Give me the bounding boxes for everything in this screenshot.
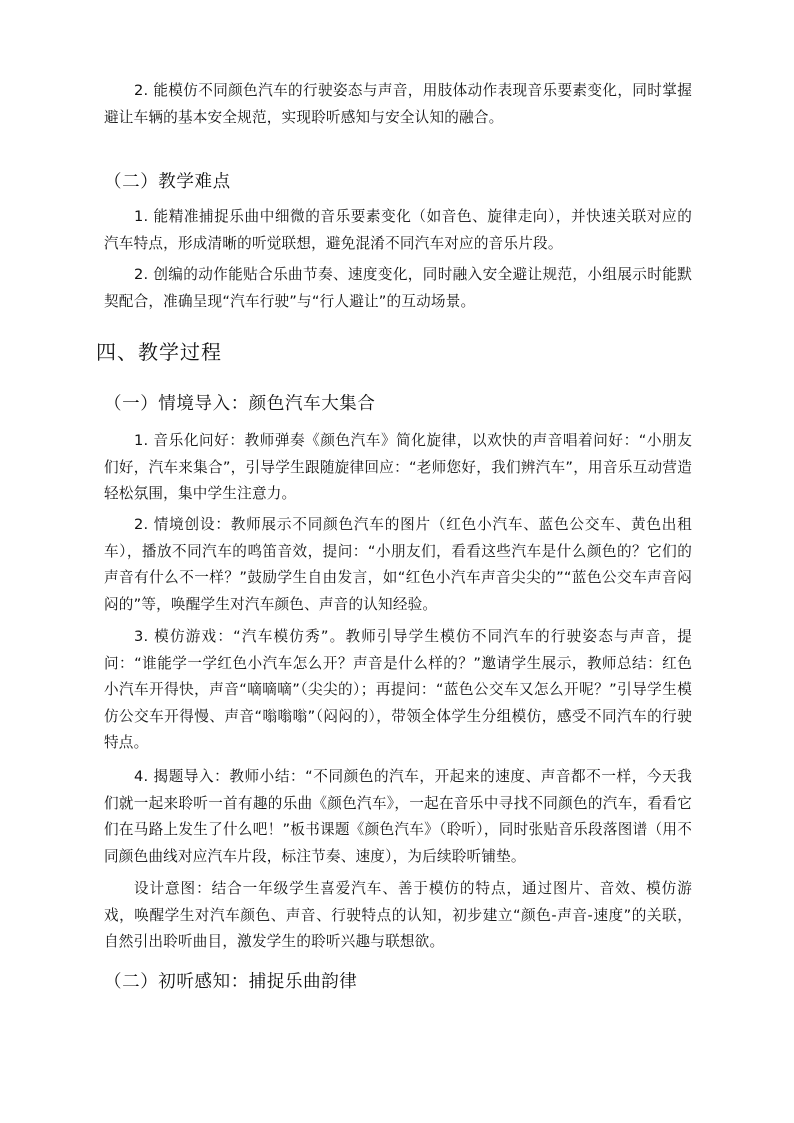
paragraph-step-4: 4. 揭题导入：教师小结：“不同颜色的汽车，开起来的速度、声音都不一样，今天我们就一起来聆听一首有趣的乐曲《颜色汽车》，一起在音乐中寻找不同颜色的汽车，看看它们在马路上发生了什么吧！”板书课题《颜色汽车》（聆听），同时张贴音乐段落图谱（用不同颜色曲线对应汽车片段，标注节奏、速度），为后续聆听铺垫。: [104, 768, 692, 865]
paragraph-objective-2: 2. 能模仿不同颜色汽车的行驶姿态与声音，用肢体动作表现音乐要素变化，同时掌握避让车辆的基本安全规范，实现聆听感知与安全认知的融合。: [104, 82, 692, 126]
paragraph-step-3: 3. 模仿游戏：“汽车模仿秀”。教师引导学生模仿不同汽车的行驶姿态与声音，提问：“谁能学一学红色小汽车怎么开？声音是什么样的？”邀请学生展示，教师总结：红色小汽车开得快，声音“嘀嘀嘀”（尖尖的）；再提问：“蓝色公交车又怎么开呢？”引导学生模仿公交车开得慢、声音“嗡嗡嗡”（闷闷的），带领全体学生分组模仿，感受不同汽车的行驶特点。: [104, 628, 692, 751]
paragraph-design-intent: 设计意图：结合一年级学生喜爱汽车、善于模仿的特点，通过图片、音效、模仿游戏，唤醒学生对汽车颜色、声音、行驶特点的认知，初步建立“颜色-声音-速度”的关联，自然引出聆听曲目，激发学生的聆听兴趣与联想欲。: [104, 880, 692, 950]
paragraph-step-1: 1. 音乐化问好：教师弹奏《颜色汽车》简化旋律，以欢快的声音唱着问好：“小朋友们好，汽车来集合”，引导学生跟随旋律回应：“老师您好，我们辨汽车”，用音乐互动营造轻松氛围，集中学生注意力。: [104, 432, 692, 502]
subsection-title-1: （一）情境导入：颜色汽车大集合: [104, 394, 376, 414]
subsection-title-2: （二）初听感知：捕捉乐曲韵律: [104, 972, 358, 992]
section-title-difficulty: （二）教学难点: [104, 172, 231, 192]
paragraph-step-2: 2. 情境创设：教师展示不同颜色汽车的图片（红色小汽车、蓝色公交车、黄色出租车），播放不同汽车的鸣笛音效，提问：“小朋友们，看看这些汽车是什么颜色的？它们的声音有什么不一样？”鼓励学生自由发言，如“红色小汽车声音尖尖的”“蓝色公交车声音闷闷的”等，唤醒学生对汽车颜色、声音的认知经验。: [104, 516, 692, 613]
paragraph-difficulty-1: 1. 能精准捕捉乐曲中细微的音乐要素变化（如音色、旋律走向），并快速关联对应的汽车特点，形成清晰的听觉联想，避免混淆不同汽车对应的音乐片段。: [104, 208, 692, 252]
chapter-title: 四、教学过程: [96, 340, 222, 364]
paragraph-difficulty-2: 2. 创编的动作能贴合乐曲节奏、速度变化，同时融入安全避让规范，小组展示时能默契配合，准确呈现“汽车行驶”与“行人避让”的互动场景。: [104, 266, 692, 310]
